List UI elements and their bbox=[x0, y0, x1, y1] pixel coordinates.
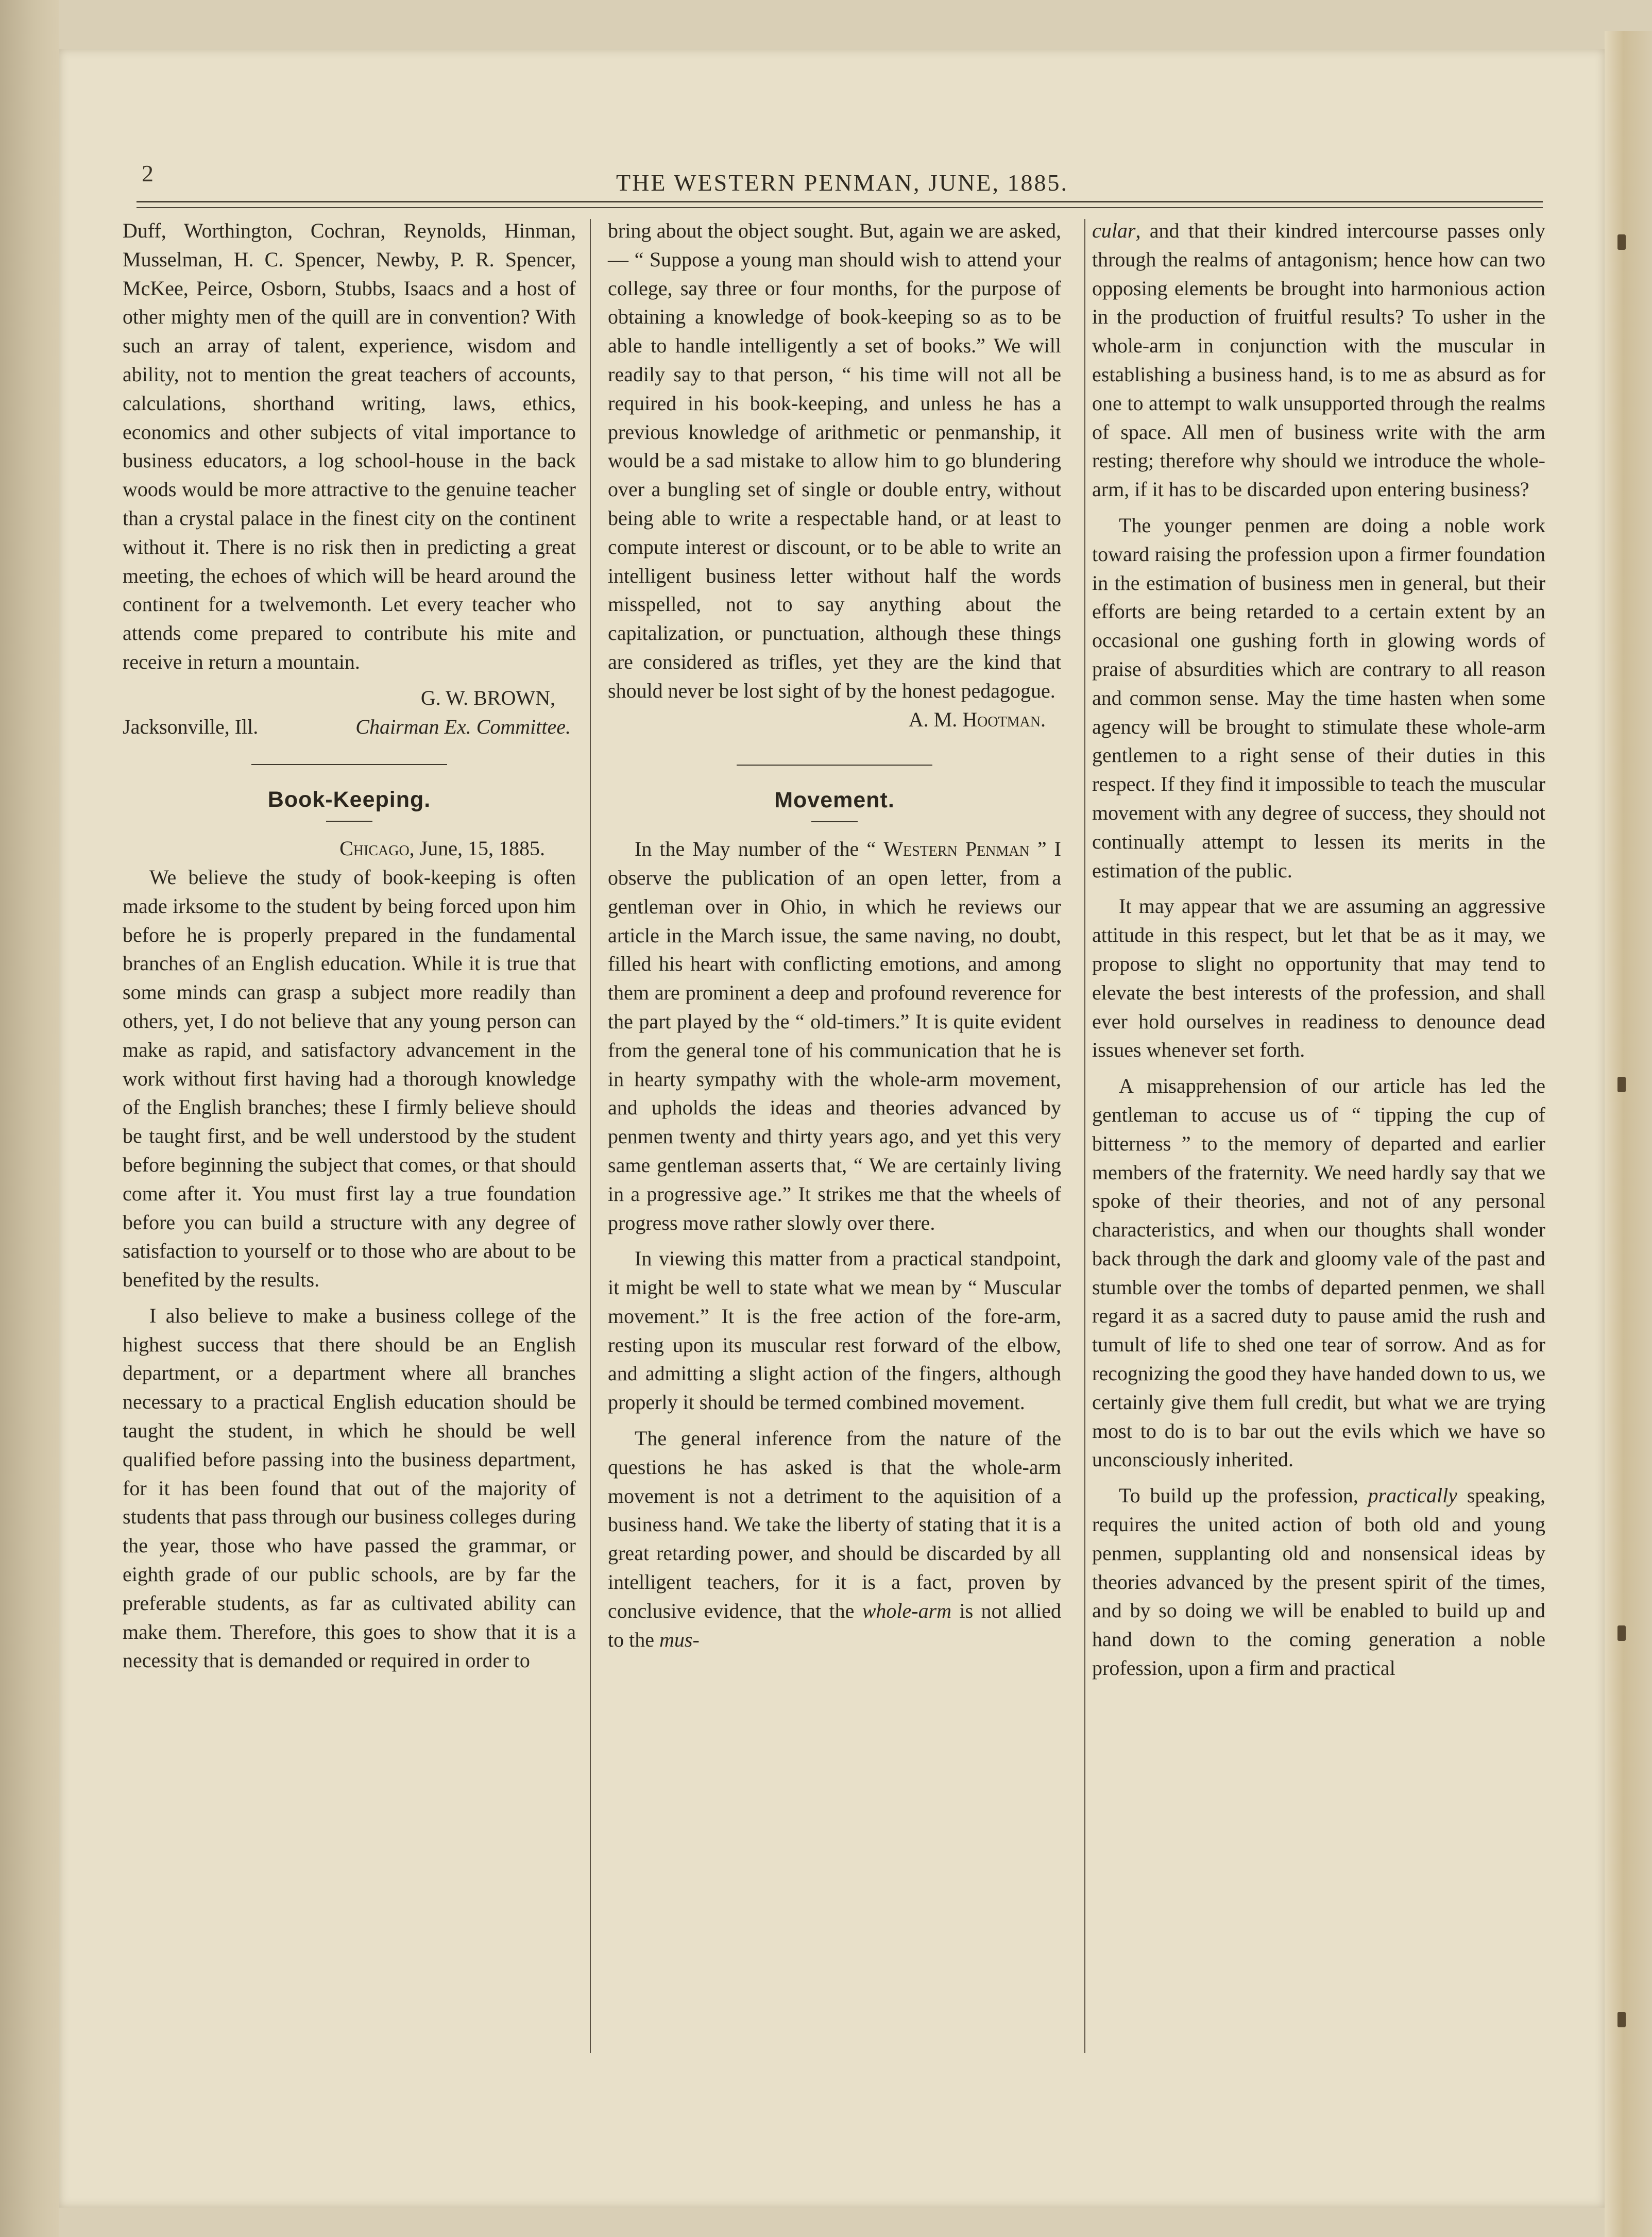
signature: A. M. Hootman. bbox=[908, 707, 1046, 731]
dateline-city: Chicago bbox=[339, 837, 410, 860]
signature: G. W. BROWN, bbox=[420, 686, 555, 709]
binding-mark bbox=[1617, 234, 1626, 250]
dateline bbox=[123, 834, 576, 863]
column-divider bbox=[1084, 219, 1085, 2053]
page-number: 2 bbox=[142, 160, 154, 187]
book-spine bbox=[0, 0, 59, 2237]
section-heading: Book-Keeping. bbox=[267, 787, 431, 812]
page-header bbox=[142, 160, 1543, 201]
text-span: is not allied to the bbox=[608, 1599, 1062, 1651]
paragraph: Duff, Worthington, Cochran, Reynolds, Hinman, Musselman, H. C. Spencer, Newby, P. R. Spencer, McKee, Peirce, Osborn, Stubbs, Isaacs and a host of other mighty men of the quill are in convention? With such an array of talent, experience, wisdom and ability, not to mention the great teachers of accounts, calculations, shorthand writing, laws, ethics, economics and other subjects of vital importance to business educators, a log school-house in the back woods would be more attractive to the genuine teacher than a crystal palace in the finest city on the continent without it. There is no risk then in predicting a great meeting, the echoes of which will be heard around the continent for a twelvemonth. Let every teacher who attends come prepared to contribute his mite and receive in return a mountain. bbox=[123, 219, 576, 673]
running-head: THE WESTERN PENMAN, JUNE, 1885. bbox=[616, 170, 1068, 196]
paragraph bbox=[1092, 216, 1545, 504]
binding-mark bbox=[1617, 1625, 1626, 1641]
paragraph: It may appear that we are assuming an aggressive attitude in this respect, but let that be as it may, we propose to slight no opportunity that may tend to elevate the best interests of the profession, and shall ever hold ourselves in readiness to denounce dead issues whenever set forth. bbox=[1092, 894, 1545, 1062]
section-rule bbox=[737, 765, 932, 766]
dateline-date: , June, 15, 1885. bbox=[409, 837, 545, 860]
paragraph: bring about the object sought. But, again we are asked, — “ Suppose a young man should wish to attend your college, say three or four months, for the purpose of obtaining a knowledge of book-keeping so as to be able to handle intelligently a set of books.” We will readily say to that person, “ his time will not all be required in his book-keeping, and unless he has a previous knowledge of arithmetic or penmanship, it would be a sad mistake to allow him to go blundering over a bungling set of single or double entry, without being able to write a respectable hand, or at least to compute interest or discount, or to be able to write an intelligent business letter without half the words misspelled, not to say anything about the capitalization, or punctuation, although these things are considered as trifles, yet they are the kind that should never be lost sight of by the honest pedagogue. bbox=[608, 219, 1061, 702]
heading-rule bbox=[326, 821, 372, 822]
emphasis: practically bbox=[1368, 1484, 1457, 1507]
page-edge bbox=[1605, 31, 1652, 2237]
paragraph bbox=[1092, 1481, 1545, 1683]
text-span: ” I observe the publication of an open letter, from a gentleman over in Ohio, in which he reviews our article in the March issue, the same naving, no doubt, filled his heart with conflicting emotions, and among them are prominent a deep and profound reverence for the part played by the “ old-timers.” It is quite evident from the general tone of his communication that he is in hearty sympathy with the whole-arm movement, and upholds the ideas and theories advanced by penmen twenty and thirty years ago, and yet this very same gentleman asserts that, “ We are certainly living in a progressive age.” It strikes me that the wheels of progress move rather slowly over there. bbox=[608, 837, 1061, 1234]
heading-rule bbox=[811, 821, 858, 822]
text-span: The general inference from the nature of the questions he has asked is that the whole-arm movement is not a detriment to the aquisition of a business hand. We take the liberty of stating that it is a great retarding power, and should be discarded by all intelligent teachers, for it is a fact, proven by conclusive evidence, that the bbox=[608, 1427, 1061, 1622]
text-span: , and that their kindred intercourse passes only through the realms of antagonism; hence how can two opposing elements be brought into harmonious action in the production of fruitful results? To usher in the whole-arm in conjunction with the muscular in establishing a business hand, is to me as absurd as for one to attempt to walk unsupported through the realms of space. All men of business write with the arm resting; therefore why should we introduce the whole-arm, if it has to be discarded upon entering business? bbox=[1092, 219, 1545, 501]
column-2 bbox=[608, 216, 1061, 1654]
paragraph bbox=[608, 835, 1061, 1237]
text-span: In the May number of the “ bbox=[635, 837, 884, 861]
paragraph: The younger penmen are doing a noble work toward raising the profession upon a firmer foundation in the estimation of business men in general, but their efforts are being retarded to a certain extent by an occasional one gushing forth in glowing words of praise of absurdities which are contrary to all reason and common sense. May the time hasten when some agency will be brought to stimulate these whole-arm gentlemen to a right sense of their duties in this respect. If they find it impossible to teach the muscular movement with any degree of success, they should not continually attempt to lessen its merits in the estimation of the public. bbox=[1092, 513, 1545, 882]
paragraph: We believe the study of book-keeping is often made irksome to the student by being forced upon him before he is properly prepared in the fundamental branches of an English education. While it is true that some minds can grasp a subject more readily than others, yet, I do not believe that any young person can make as rapid, and satisfactory advancement in the work without first having had a thorough knowledge of the English branches; these I firmly believe should be taught first, and be well understood by the student before beginning the subject that comes, or that should come after it. You must first lay a true foundation before you can build a structure with any degree of satisfaction to yourself or to those who are about to be benefited by the results. bbox=[123, 865, 576, 1292]
column-divider bbox=[590, 219, 591, 2053]
emphasis: mus- bbox=[659, 1628, 700, 1651]
section-heading: Movement. bbox=[774, 788, 895, 813]
paragraph bbox=[608, 1424, 1061, 1654]
column-1 bbox=[123, 216, 576, 1675]
signature-title: Chairman Ex. Committee. bbox=[355, 715, 571, 738]
column-3 bbox=[1092, 216, 1545, 1683]
binding-mark bbox=[1617, 2012, 1626, 2027]
header-rule bbox=[137, 201, 1543, 202]
paragraph: A misapprehension of our article has led the gentleman to accuse us of “ tipping the cup of bitterness ” to the memory of departed and earlier members of the fraternity. We need hardly say that we spoke of their theories, and not of any personal characteristics, and when our thoughts shall wonder back through the dark and gloomy vale of the past and stumble over the tombs of departed penmen, we shall regard it as a sacred duty to pause amid the rush and tumult of life to shed one tear of sorrow. And as for recognizing the good they have handed down to us, we certainly give them full credit, but what we are trying most to do is to bar out the evils which we have so unconsciously inherited. bbox=[1092, 1074, 1545, 1471]
place-line: Jacksonville, Ill. bbox=[123, 715, 259, 738]
paragraph: In viewing this matter from a practical standpoint, it might be well to state what we mean by “ Muscular movement.” It is the free action of the fore-arm, resting upon its muscular rest forward of the elbow, and admitting a slight action of the fingers, although properly it should be termed combined movement. bbox=[608, 1247, 1061, 1414]
emphasis: whole-arm bbox=[862, 1599, 952, 1622]
section-rule bbox=[251, 764, 447, 765]
publication-name: Western Penman bbox=[883, 837, 1030, 861]
header-rule-thin bbox=[137, 207, 1543, 208]
paragraph: I also believe to make a business college of the highest success that there should be an English department, or a department where all branches necessary to a practical English education should be taught the student, in which he should be well qualified before passing into the business department, for it has been found that out of the majority of students that pass through our business colleges during the year, those who have passed the grammar, or eighth grade of our public schools, are by far the preferable students, as far as cultivated ability can make them. Therefore, this goes to show that it is a necessity that is demanded or required in order to bbox=[123, 1303, 576, 1672]
text-span: speaking, requires the united action of both old and young penmen, supplanting old and nonsensical ideas by theories advanced by the present spirit of the times, and by so doing we will be enabled to build up and hand down to the coming generation a noble profession, upon a firm and practical bbox=[1092, 1484, 1545, 1680]
text-span: To build up the profession, bbox=[1119, 1484, 1368, 1507]
emphasis: cular bbox=[1092, 219, 1136, 242]
binding-mark bbox=[1617, 1077, 1626, 1092]
